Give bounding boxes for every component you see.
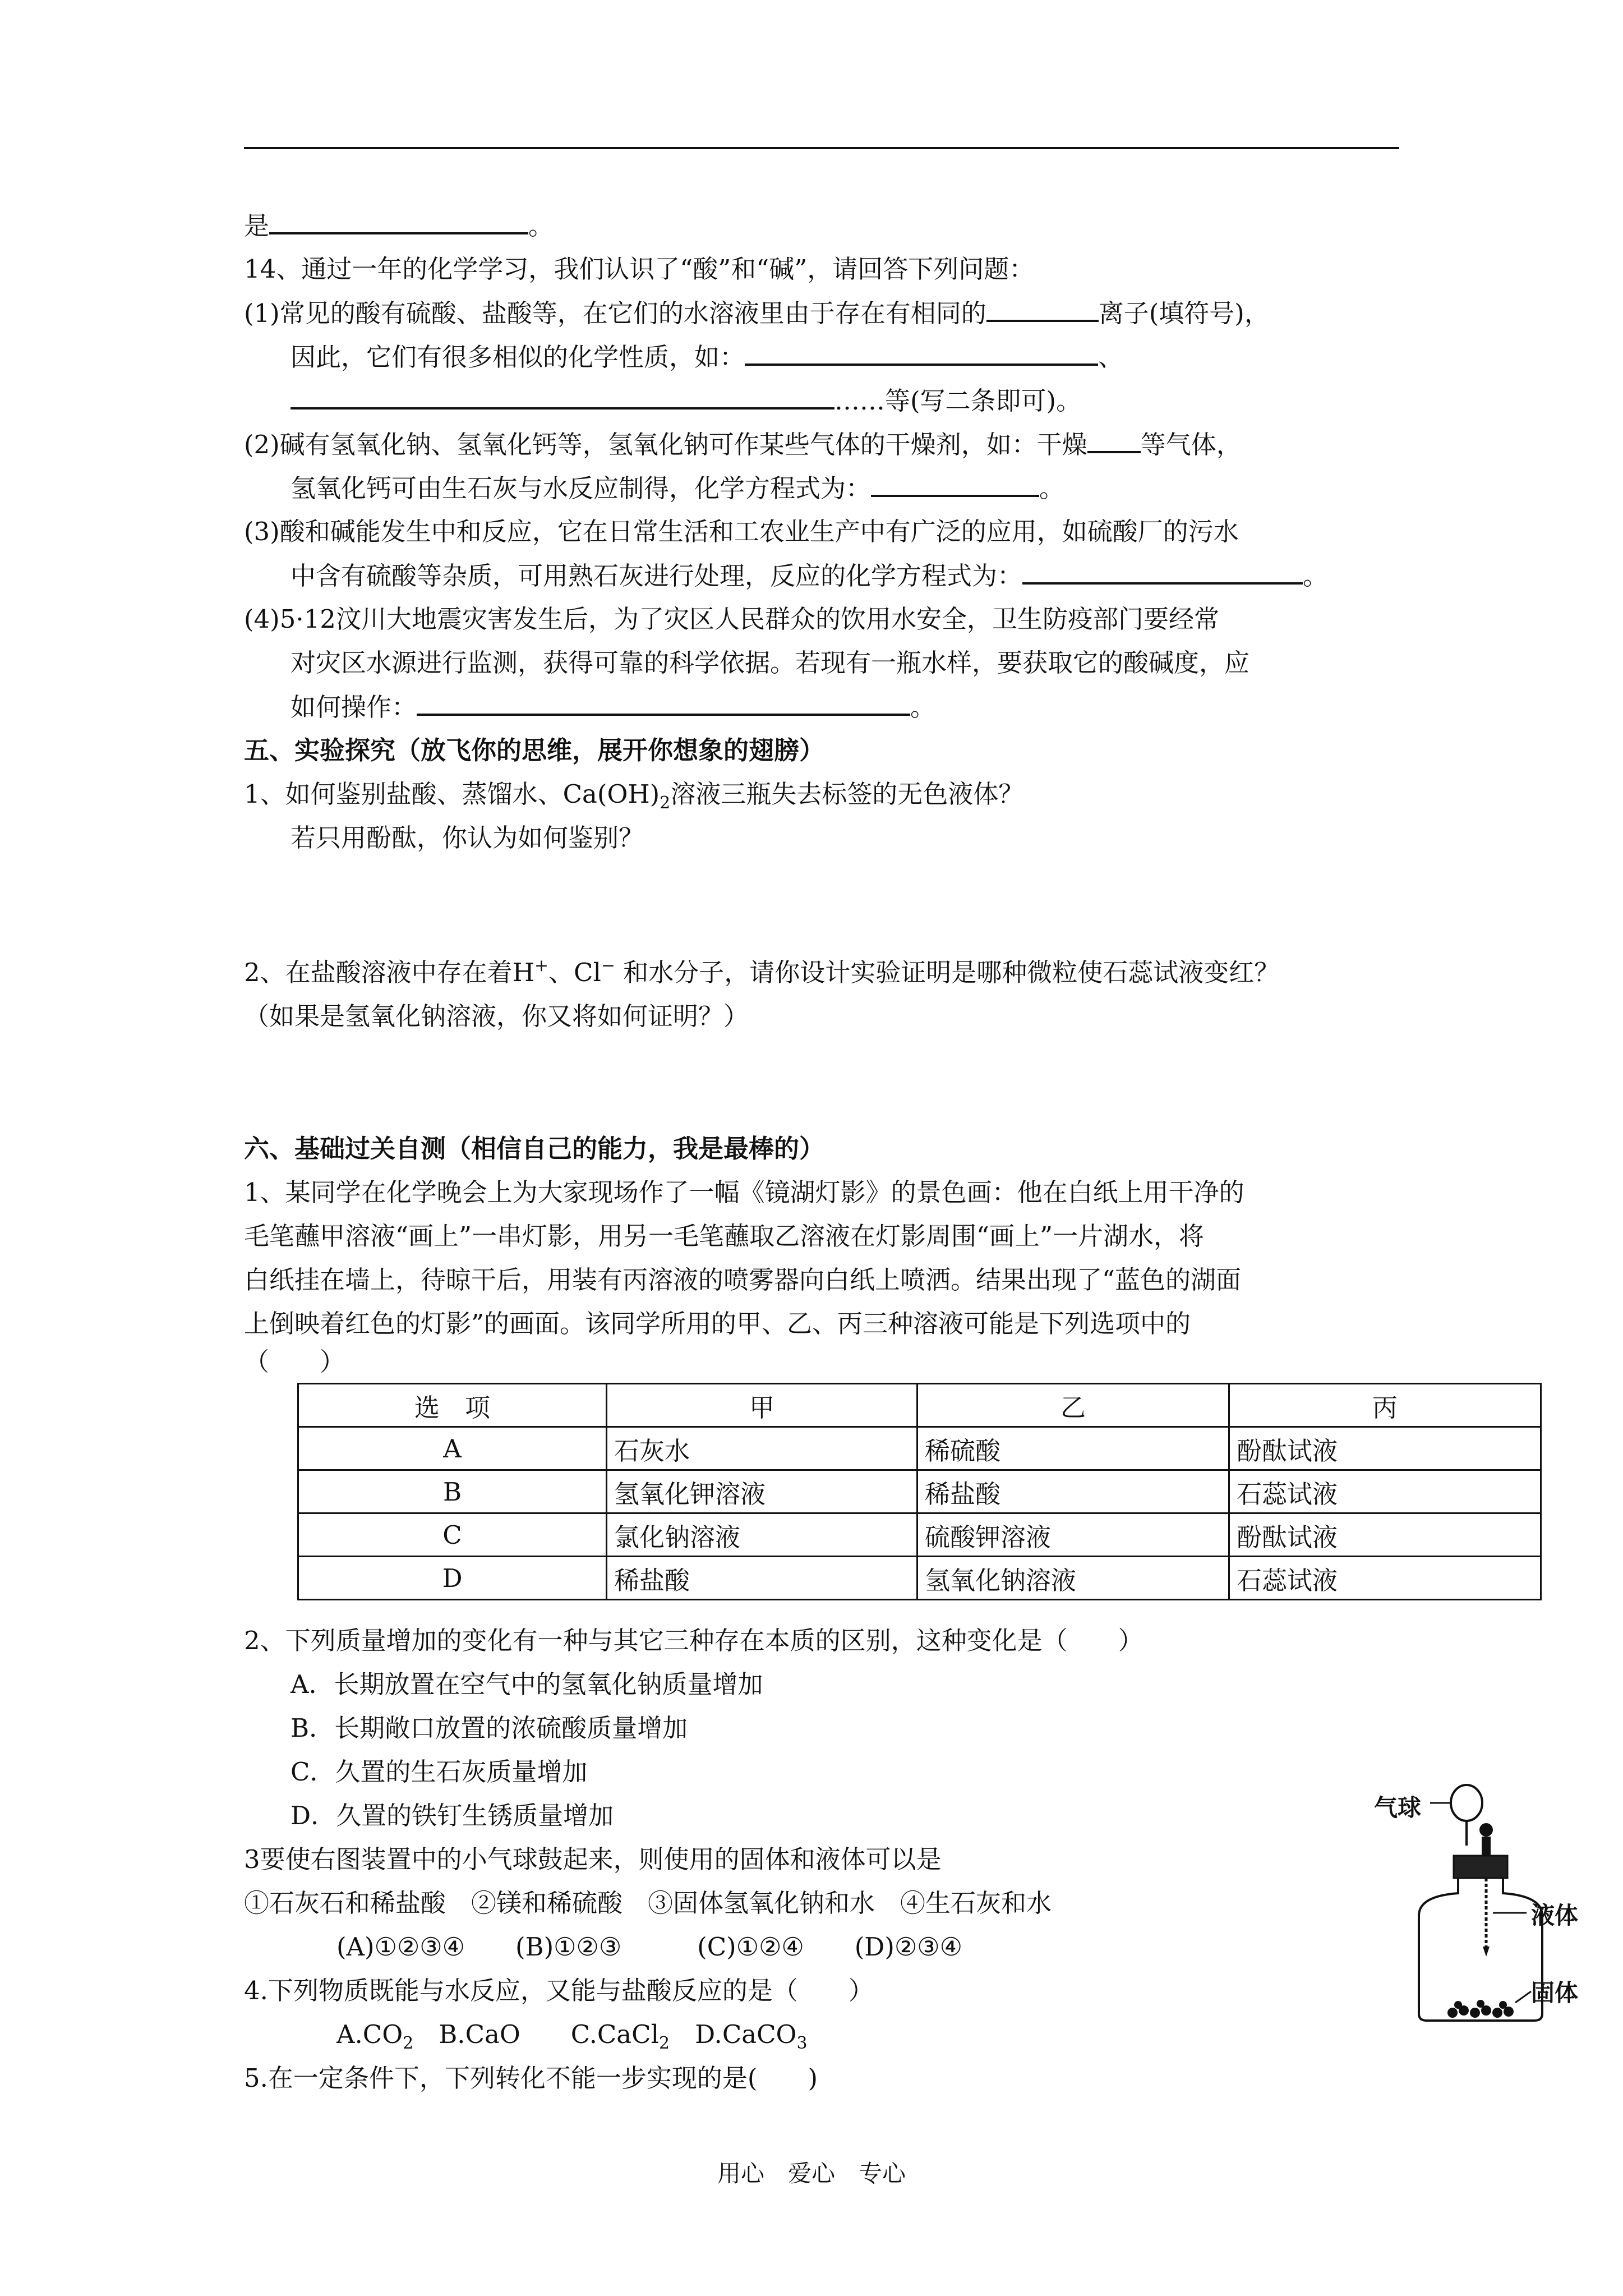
section-5-q1a: 1、如何鉴别盐酸、蒸馏水、$Ca(OH)_2$溶液三瓶失去标签的无色液体？ [244,779,1024,813]
table-cell: 石蕊试液 [1229,1470,1541,1513]
table-cell: 酚酞试液 [1229,1513,1541,1557]
question-14: 14、通过一年的化学学习，我们认识了“酸”和“碱”，请回答下列问题： [244,254,1035,284]
section-6-q1c: 白纸挂在墙上，待晾干后，用装有丙溶液的喷雾器向白纸上喷洒。结果出现了“蓝色的湖面 [244,1265,1242,1295]
table-row [298,1470,1541,1513]
question-14-3a: (3)酸和碱能发生中和反应，它在日常生活和工农业生产中有广泛的应用，如硫酸厂的污水 [244,517,1239,546]
section-5-heading: 五、实验探究（放飞你的思维，展开你想象的翅膀） [244,735,825,765]
page-footer: 用心 爱心 专心 [717,2160,906,2187]
question-14-3b: 中含有硫酸等杂质，可用熟石灰进行处理，反应的化学方程式为： 。 [291,559,1328,593]
solid-label: 固体 [1531,1979,1579,2007]
answer-blank[interactable] [745,340,1098,366]
table-row [298,1427,1541,1470]
table-row [298,1557,1541,1600]
answer-blank[interactable] [269,209,528,234]
section-6-q2-option-c: C．久置的生石灰质量增加 [291,1757,588,1787]
question-14-2b: 氢氧化钙可由生石灰与水反应制得，化学方程式为： 。 [291,471,1064,505]
balloon-label: 气球 [1374,1794,1422,1821]
section-6-q5: 5.在一定条件下，下列转化不能一步实现的是( ) [244,2063,818,2093]
section-6-q2-option-a: A．长期放置在空气中的氢氧化钠质量增加 [291,1669,763,1699]
answer-blank[interactable] [1087,427,1141,453]
section-6-q4: 4.下列物质既能与水反应，又能与盐酸反应的是（ ） [244,1976,874,2005]
apparatus-diagram [1368,1778,1579,2033]
section-6-q2: 2、下列质量增加的变化有一种与其它三种存在本质的区别，这种变化是（ ） [244,1626,1144,1655]
answer-blank[interactable] [417,690,910,716]
section-6-q1d: 上倒映着红色的灯影”的画面。该同学所用的甲、乙、丙三种溶液可能是下列选项中的 [244,1309,1191,1338]
table-cell: 石蕊试液 [1229,1557,1541,1600]
section-6-q2-option-b: B．长期敞口放置的浓硫酸质量增加 [291,1713,688,1743]
question-14-1a: (1)常见的酸有硫酸、盐酸等，在它们的水溶液里由于存在有相同的 离子(填符号)， [244,296,1270,330]
section-5-q2a: 2、在盐酸溶液中存在着H+、Cl− 和水分子，请你设计实验证明是哪种微粒使石蕊试液变红？ [244,956,1280,987]
table-header-cell: 选 项 [298,1384,607,1427]
table-cell: 稀硫酸 [917,1427,1229,1470]
table-cell: 稀盐酸 [607,1557,917,1600]
table-header-cell: 乙 [917,1384,1229,1427]
question-14-2a: (2)碱有氢氧化钠、氢氧化钙等，氢氧化钠可作某些气体的干燥剂，如：干燥 等气体， [244,427,1242,462]
section-6-q4-options: $A.CO_2$ B.CaO C.CaCl$_2$ D.CaCO$_3$ [336,2019,808,2053]
table-cell: 硫酸钾溶液 [917,1513,1229,1557]
table-cell: A [298,1427,607,1470]
section-6-q3a: 3要使右图装置中的小气球鼓起来，则使用的固体和液体可以是 [244,1844,942,1874]
section-6-q3b: ①石灰石和稀盐酸 ②镁和稀硫酸 ③固体氢氧化钠和水 ④生石灰和水 [244,1888,1052,1918]
question-14-1b: 因此，它们有很多相似的化学性质，如： 、 [291,340,1123,374]
section-6-q1a: 1、某同学在化学晚会上为大家现场作了一幅《镜湖灯影》的景色画：他在白纸上用干净的 [244,1177,1244,1207]
section-6-q2-option-d: D．久置的铁钉生锈质量增加 [291,1801,614,1830]
section-6-q1e: （ ） [244,1347,345,1377]
table-header-row [298,1384,1541,1427]
table-cell: 稀盐酸 [917,1470,1229,1513]
question-14-4c: 如何操作： 。 [291,690,935,724]
table-cell: 氯化钠溶液 [607,1513,917,1557]
answer-blank[interactable] [291,384,834,409]
table-cell: 石灰水 [607,1427,917,1470]
section-5-q2b: （如果是氢氧化钠溶液，你又将如何证明？） [244,1001,749,1031]
question-14-4a: (4)5·12汶川大地震灾害发生后，为了灾区人民群众的饮用水安全，卫生防疫部门要经常 [244,604,1219,634]
table-header-cell: 丙 [1229,1384,1541,1427]
section-6-q3c: (A)①②③④ (B)①②③ (C)①②④ (D)②③④ [336,1932,962,1962]
table-cell: 氢氧化钾溶液 [607,1470,917,1513]
answer-blank[interactable] [871,471,1039,497]
liquid-label: 液体 [1531,1902,1579,1929]
line-l0: 是 。 [244,209,554,243]
table-cell: C [298,1513,607,1557]
table-header-cell: 甲 [607,1384,917,1427]
table-cell: 氢氧化钠溶液 [917,1557,1229,1600]
header-rule [244,147,1399,149]
answer-blank[interactable] [1022,559,1303,585]
answer-blank[interactable] [986,296,1099,322]
table-row [298,1513,1541,1557]
options-table [297,1383,1542,1600]
table-cell: B [298,1470,607,1513]
table-cell: 酚酞试液 [1229,1427,1541,1470]
question-14-1c: ……等(写二条即可)。 [291,384,1081,418]
question-14-4b: 对灾区水源进行监测，获得可靠的科学依据。若现有一瓶水样，要获取它的酸碱度，应 [291,648,1250,678]
section-6-heading: 六、基础过关自测（相信自己的能力，我是最棒的） [244,1134,825,1163]
section-5-q1b: 若只用酚酞，你认为如何鉴别？ [291,823,644,853]
section-6-q1b: 毛笔蘸甲溶液“画上”一串灯影，用另一毛笔蘸取乙溶液在灯影周围“画上”一片湖水，将 [244,1221,1205,1251]
table-cell: D [298,1557,607,1600]
